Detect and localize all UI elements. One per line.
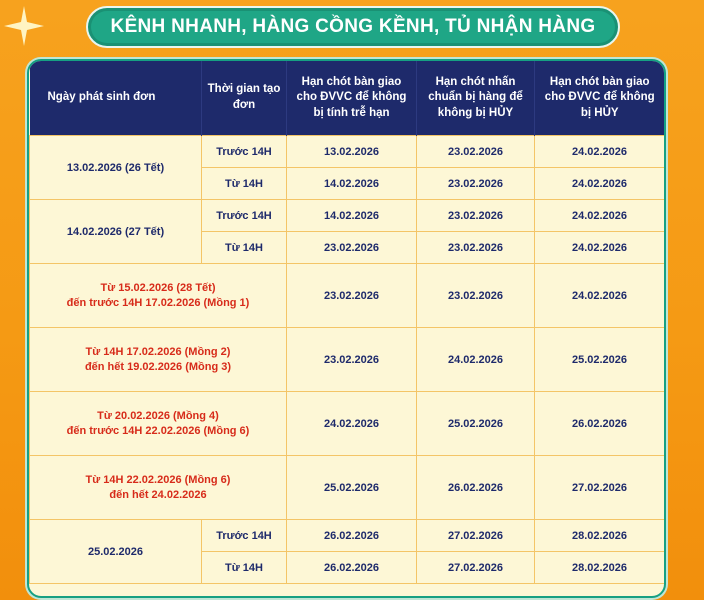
cancel-deadline-cell: 28.02.2026	[535, 552, 665, 584]
table-row	[30, 136, 665, 168]
creation-time-cell: Trước 14H	[202, 520, 287, 552]
prepare-deadline-cell: 23.02.2026	[417, 200, 535, 232]
late-deadline-cell: 26.02.2026	[287, 552, 417, 584]
order-date-cell: 14.02.2026 (27 Tết)	[30, 200, 202, 264]
cancel-deadline-cell: 24.02.2026	[535, 168, 665, 200]
cancel-deadline-cell: 24.02.2026	[535, 264, 665, 328]
page-title: KÊNH NHANH, HÀNG CỒNG KỀNH, TỦ NHẬN HÀNG	[86, 6, 620, 48]
cancel-deadline-cell: 28.02.2026	[535, 520, 665, 552]
header-order-date: Ngày phát sinh đơn	[30, 61, 202, 136]
creation-time-cell: Trước 14H	[202, 200, 287, 232]
schedule-table	[29, 61, 665, 584]
cancel-deadline-cell: 26.02.2026	[535, 392, 665, 456]
date-range-end: đến hết 19.02.2026 (Mồng 3)	[84, 360, 232, 373]
order-date-range-cell	[30, 264, 287, 328]
cancel-deadline-cell: 25.02.2026	[535, 328, 665, 392]
date-range-end: đến trước 14H 17.02.2026 (Mồng 1)	[66, 296, 250, 309]
order-date-range-cell	[30, 328, 287, 392]
date-range-start: Từ 15.02.2026 (28 Tết)	[100, 281, 216, 294]
prepare-deadline-cell: 23.02.2026	[417, 264, 535, 328]
late-deadline-cell: 26.02.2026	[287, 520, 417, 552]
header-cancel-deadline: Hạn chót bàn giao cho ĐVVC để không bị HỦY	[535, 61, 665, 136]
date-range-start: Từ 14H 22.02.2026 (Mồng 6)	[85, 473, 231, 486]
date-range-start: Từ 14H 17.02.2026 (Mồng 2)	[85, 345, 231, 358]
late-deadline-cell: 24.02.2026	[287, 392, 417, 456]
table-row	[30, 456, 665, 520]
creation-time-cell: Từ 14H	[202, 232, 287, 264]
late-deadline-cell: 23.02.2026	[287, 264, 417, 328]
table-row	[30, 264, 665, 328]
table-row	[30, 328, 665, 392]
date-range-end: đến trước 14H 22.02.2026 (Mồng 6)	[66, 424, 250, 437]
prepare-deadline-cell: 26.02.2026	[417, 456, 535, 520]
table-row	[30, 200, 665, 232]
late-deadline-cell: 14.02.2026	[287, 200, 417, 232]
date-range-end: đến hết 24.02.2026	[109, 488, 207, 501]
table-row	[30, 392, 665, 456]
cancel-deadline-cell: 24.02.2026	[535, 200, 665, 232]
sparkle-icon	[4, 6, 44, 46]
prepare-deadline-cell: 27.02.2026	[417, 552, 535, 584]
late-deadline-cell: 23.02.2026	[287, 232, 417, 264]
prepare-deadline-cell: 23.02.2026	[417, 168, 535, 200]
creation-time-cell: Từ 14H	[202, 552, 287, 584]
prepare-deadline-cell: 27.02.2026	[417, 520, 535, 552]
prepare-deadline-cell: 25.02.2026	[417, 392, 535, 456]
order-date-range-cell	[30, 392, 287, 456]
header-late-deadline: Hạn chót bàn giao cho ĐVVC để không bị tính trễ hạn	[287, 61, 417, 136]
creation-time-cell: Trước 14H	[202, 136, 287, 168]
prepare-deadline-cell: 23.02.2026	[417, 136, 535, 168]
order-date-cell: 25.02.2026	[30, 520, 202, 584]
order-date-range-cell	[30, 456, 287, 520]
cancel-deadline-cell: 27.02.2026	[535, 456, 665, 520]
prepare-deadline-cell: 24.02.2026	[417, 328, 535, 392]
creation-time-cell: Từ 14H	[202, 168, 287, 200]
prepare-deadline-cell: 23.02.2026	[417, 232, 535, 264]
header-creation-time: Thời gian tạo đơn	[202, 61, 287, 136]
schedule-table-card	[27, 59, 666, 598]
header-prepare-deadline: Hạn chót nhấn chuẩn bị hàng để không bị HỦY	[417, 61, 535, 136]
table-row	[30, 520, 665, 552]
late-deadline-cell: 14.02.2026	[287, 168, 417, 200]
header-row	[30, 61, 665, 136]
cancel-deadline-cell: 24.02.2026	[535, 232, 665, 264]
cancel-deadline-cell: 24.02.2026	[535, 136, 665, 168]
late-deadline-cell: 23.02.2026	[287, 328, 417, 392]
date-range-start: Từ 20.02.2026 (Mồng 4)	[97, 409, 219, 422]
late-deadline-cell: 25.02.2026	[287, 456, 417, 520]
late-deadline-cell: 13.02.2026	[287, 136, 417, 168]
order-date-cell: 13.02.2026 (26 Tết)	[30, 136, 202, 200]
